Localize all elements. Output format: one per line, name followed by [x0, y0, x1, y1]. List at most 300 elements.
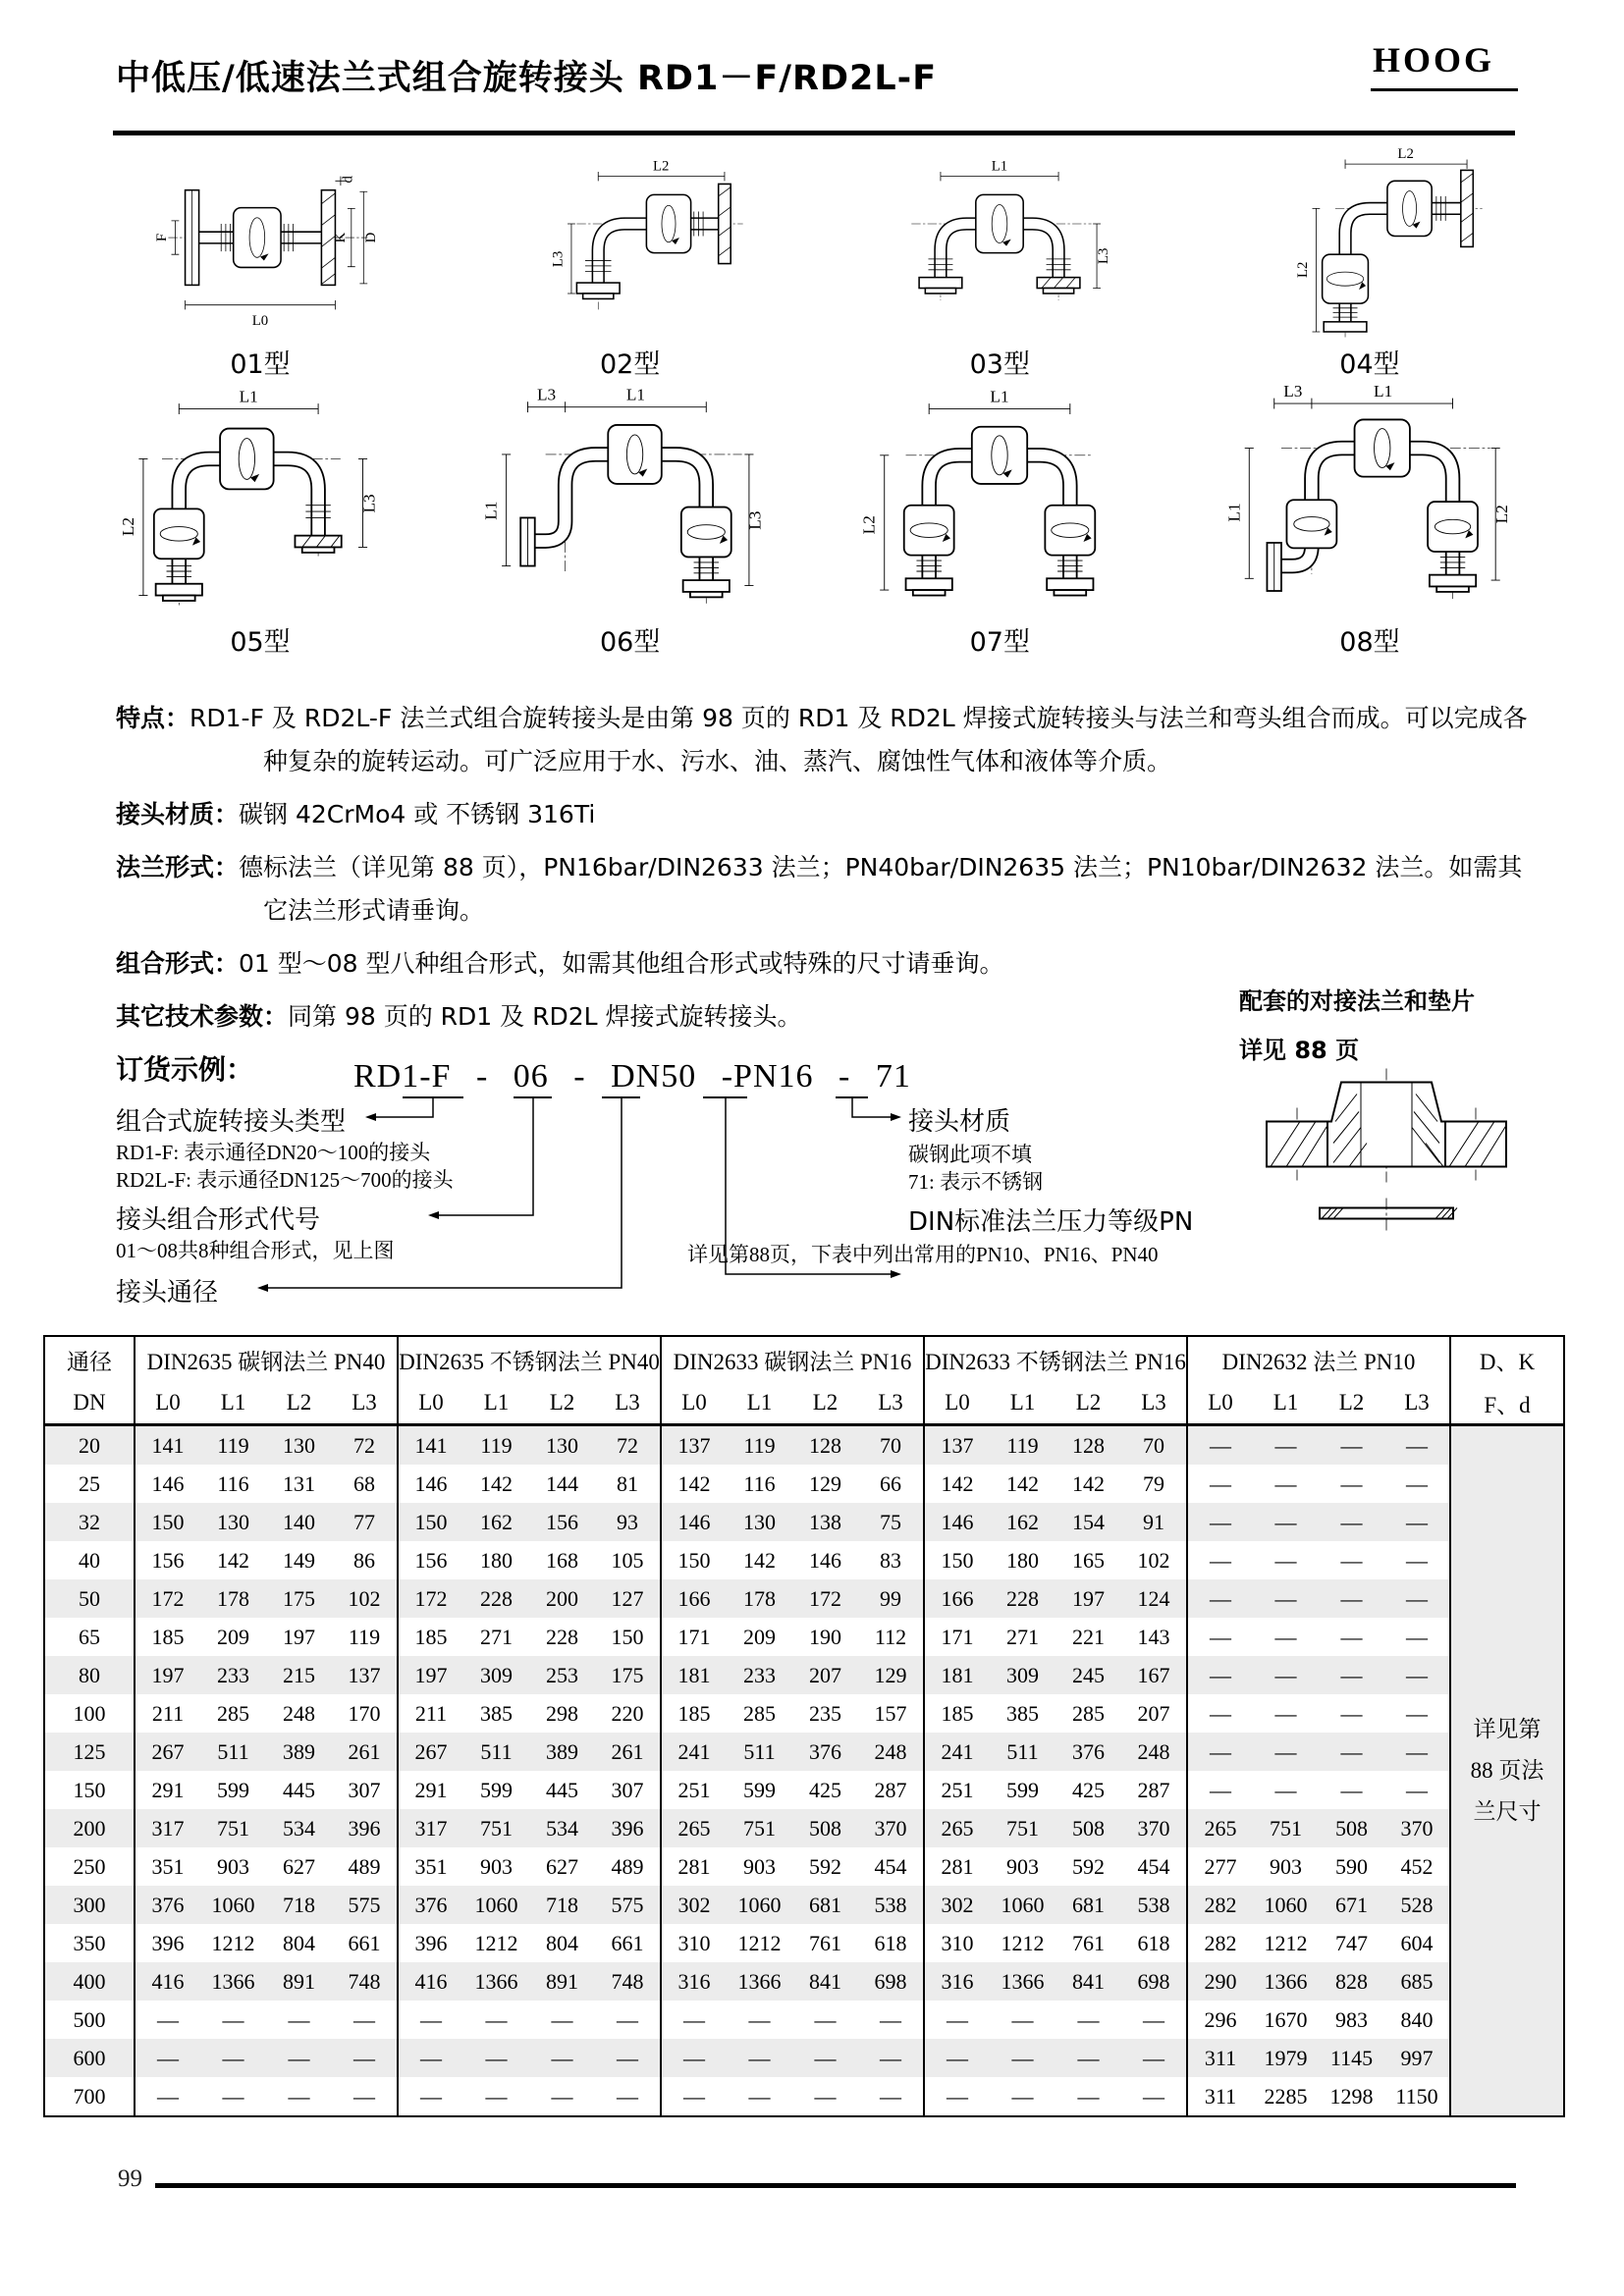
- brand-underline: [1371, 88, 1518, 91]
- dim-cell: 508: [1056, 1809, 1121, 1847]
- dim-cell: 150: [661, 1541, 727, 1579]
- dim-cell: 307: [348, 1777, 381, 1802]
- table-row: [44, 1771, 1564, 1809]
- dim-cell: —: [880, 2006, 901, 2032]
- combo-text: 01 型～08 型八种组合形式，如需其他组合形式或特殊的尺寸请垂询。: [239, 949, 1004, 978]
- dim-cell: 209: [217, 1624, 249, 1649]
- dim-cell: —: [1319, 1503, 1384, 1541]
- dim-cell: 137: [924, 1425, 990, 1466]
- dim-cell: 267: [135, 1733, 200, 1771]
- dim-cell: 228: [546, 1624, 578, 1649]
- dim-cell: 661: [348, 1930, 381, 1955]
- order-example-label: 订货示例：: [116, 1053, 254, 1086]
- dim-label: F: [154, 233, 171, 242]
- dim-cell: 127: [595, 1579, 661, 1618]
- dim-cell: —: [1406, 1777, 1428, 1802]
- callout-stainless: 71: 表示不锈钢: [908, 1170, 1044, 1194]
- dim-cell: —: [1253, 1733, 1319, 1771]
- drawings-row-1: [98, 147, 1532, 381]
- dim-cell: —: [814, 2083, 837, 2109]
- dim-cell: 72: [595, 1425, 661, 1466]
- dim-cell: 681: [1056, 1886, 1121, 1924]
- dim-cell: —: [288, 2006, 310, 2032]
- dim-cell: 66: [880, 1470, 901, 1496]
- dim-cell: —: [1319, 1425, 1384, 1466]
- dim-cell: 511: [463, 1733, 529, 1771]
- dim-cell: 1060: [200, 1886, 266, 1924]
- dim-cell: 761: [1072, 1930, 1105, 1955]
- dim-cell: 170: [348, 1700, 381, 1726]
- table-row: [44, 2039, 1564, 2077]
- dim-cell: 190: [809, 1624, 841, 1649]
- dim-cell: —: [1384, 1656, 1450, 1694]
- dim-cell: 285: [743, 1700, 776, 1726]
- dim-cell: 1060: [463, 1886, 529, 1924]
- dim-cell: 903: [743, 1853, 776, 1879]
- dim-cell: —: [1011, 2083, 1034, 2109]
- dim-cell: 143: [1137, 1624, 1170, 1649]
- dim-cell: 351: [135, 1847, 200, 1886]
- dim-cell: 228: [990, 1579, 1056, 1618]
- col-header-l1: L1: [200, 1382, 266, 1425]
- dim-cell: 261: [332, 1733, 398, 1771]
- dim-cell: 511: [727, 1733, 792, 1771]
- dim-cell: 1366: [200, 1962, 266, 2001]
- dim-cell: 220: [611, 1700, 644, 1726]
- dim-cell: 154: [1056, 1503, 1121, 1541]
- dim-cell: 72: [332, 1425, 398, 1466]
- dim-cell: 599: [480, 1777, 513, 1802]
- dn-cell: 400: [44, 1962, 135, 2001]
- dim-cell: 150: [611, 1624, 644, 1649]
- dim-cell: 804: [546, 1930, 578, 1955]
- dn-cell: 40: [79, 1547, 100, 1573]
- dim-cell: 185: [135, 1618, 200, 1656]
- dim-cell: 281: [661, 1847, 727, 1886]
- dim-cell: 316: [661, 1962, 727, 2001]
- flange-paragraph: [116, 846, 1528, 933]
- dim-cell: —: [485, 2083, 508, 2109]
- dim-cell: 376: [135, 1886, 200, 1924]
- dim-cell: 277: [1187, 1847, 1253, 1886]
- dim-cell: 1298: [1329, 2083, 1374, 2109]
- callout-combo-note: 01～08共8种组合形式，见上图: [116, 1239, 395, 1262]
- dim-cell: 718: [529, 1886, 595, 1924]
- dim-cell: 376: [792, 1733, 858, 1771]
- order-example-code: RD1-F - 06 - DN50 -PN16 - 71: [353, 1058, 911, 1095]
- dim-cell: 376: [1056, 1733, 1121, 1771]
- dim-cell: 211: [135, 1694, 200, 1733]
- combo-label: 组合形式：: [116, 949, 240, 978]
- dim-cell: 627: [283, 1853, 315, 1879]
- col-header-l2: L2: [1319, 1382, 1384, 1425]
- dim-cell: —: [1187, 1656, 1253, 1694]
- dim-cell: —: [398, 2077, 463, 2116]
- dim-cell: 302: [924, 1886, 990, 1924]
- dim-cell: —: [1187, 1541, 1253, 1579]
- figure-caption: 07型: [969, 627, 1030, 658]
- dim-cell: —: [1253, 1425, 1319, 1466]
- dim-cell: —: [222, 2006, 244, 2032]
- dim-cell: 146: [135, 1465, 200, 1503]
- dim-cell: —: [398, 2001, 463, 2039]
- dim-cell: —: [288, 2083, 310, 2109]
- type-06-drawing: [481, 385, 778, 616]
- dim-cell: 142: [480, 1470, 513, 1496]
- dim-cell: —: [1253, 1579, 1319, 1618]
- dim-cell: 291: [135, 1771, 200, 1809]
- dim-cell: —: [200, 2039, 266, 2077]
- figure-caption: 02型: [599, 349, 661, 380]
- dim-cell: 538: [1121, 1886, 1187, 1924]
- table-row: [44, 1541, 1564, 1579]
- dim-cell: 528: [1384, 1886, 1450, 1924]
- brand-logo: HOOG: [1373, 40, 1495, 80]
- col-header-l2: L2: [266, 1382, 332, 1425]
- dim-cell: 302: [661, 1886, 727, 1924]
- material-label: 接头材质：: [116, 800, 240, 828]
- flange-label: 法兰形式：: [116, 853, 240, 881]
- dim-cell: 538: [858, 1886, 924, 1924]
- dim-cell: 178: [727, 1579, 792, 1618]
- dim-label: L1: [481, 501, 501, 520]
- dim-cell: 93: [595, 1503, 661, 1541]
- dim-cell: 228: [463, 1579, 529, 1618]
- dim-cell: 162: [463, 1503, 529, 1541]
- dim-cell: 105: [611, 1547, 644, 1573]
- figure-type-03: [838, 147, 1162, 381]
- dim-cell: 425: [1072, 1777, 1105, 1802]
- table-header-row-2: [44, 1382, 1564, 1425]
- figure-type-06: [468, 385, 792, 659]
- dn-cell: 100: [73, 1700, 106, 1726]
- dim-cell: —: [1319, 1656, 1384, 1694]
- callout-pn-grade: DIN标准法兰压力等级PN: [908, 1207, 1194, 1237]
- dim-label: L3: [359, 494, 379, 513]
- dn-cell: 125: [44, 1733, 135, 1771]
- col-header-dn: DN: [44, 1382, 135, 1425]
- table-row: [44, 1694, 1564, 1733]
- dim-cell: 271: [480, 1624, 513, 1649]
- dim-cell: 370: [1384, 1809, 1450, 1847]
- dim-cell: 141: [398, 1425, 463, 1466]
- table-row: [44, 1924, 1564, 1962]
- callout-material: 接头材质: [908, 1107, 1011, 1137]
- dim-cell: 385: [1006, 1700, 1039, 1726]
- dim-cell: 221: [1072, 1624, 1105, 1649]
- dim-cell: 1979: [1253, 2039, 1319, 2077]
- dim-cell: 165: [1072, 1547, 1105, 1573]
- dim-cell: 351: [398, 1847, 463, 1886]
- dim-label: L1: [1224, 503, 1244, 522]
- dim-cell: 590: [1335, 1853, 1368, 1879]
- col-header-l3: L3: [1384, 1382, 1450, 1425]
- dim-cell: 1212: [211, 1930, 255, 1955]
- dim-cell: 396: [135, 1924, 200, 1962]
- dim-cell: 142: [217, 1547, 249, 1573]
- dim-cell: 748: [332, 1962, 398, 2001]
- dim-cell: —: [661, 2039, 727, 2077]
- dim-cell: 253: [529, 1656, 595, 1694]
- dn-cell: 200: [44, 1809, 135, 1847]
- dim-cell: 233: [200, 1656, 266, 1694]
- dn-cell: 700: [73, 2083, 106, 2109]
- dim-cell: —: [990, 2039, 1056, 2077]
- dim-cell: 1366: [727, 1962, 792, 2001]
- dim-cell: 124: [1121, 1579, 1187, 1618]
- dim-cell: 140: [266, 1503, 332, 1541]
- dim-cell: —: [1384, 1503, 1450, 1541]
- dim-cell: —: [1406, 1624, 1428, 1649]
- dim-cell: 618: [874, 1930, 907, 1955]
- dim-cell: —: [485, 2006, 508, 2032]
- dim-cell: 137: [332, 1656, 398, 1694]
- col-header-l1: L1: [463, 1382, 529, 1425]
- table-row: [44, 2001, 1564, 2039]
- features-paragraph: [116, 697, 1528, 783]
- dn-cell: 500: [73, 2006, 106, 2032]
- dim-cell: 1060: [1253, 1886, 1319, 1924]
- dim-cell: 983: [1335, 2006, 1368, 2032]
- dim-cell: 180: [480, 1547, 513, 1573]
- dim-cell: 215: [266, 1656, 332, 1694]
- dim-cell: 146: [809, 1547, 841, 1573]
- dim-cell: 317: [398, 1809, 463, 1847]
- dim-cell: 454: [874, 1853, 907, 1879]
- dim-cell: 604: [1400, 1930, 1434, 1955]
- dim-cell: —: [1121, 2039, 1187, 2077]
- dim-cell: 142: [1072, 1470, 1105, 1496]
- dim-cell: —: [661, 2001, 727, 2039]
- dim-cell: 172: [398, 1579, 463, 1618]
- dim-cell: 452: [1400, 1853, 1434, 1879]
- col-header-l3: L3: [858, 1382, 924, 1425]
- dn-cell: 32: [44, 1503, 135, 1541]
- dim-cell: 175: [266, 1579, 332, 1618]
- dim-cell: 181: [661, 1656, 727, 1694]
- dim-cell: —: [1187, 1694, 1253, 1733]
- dim-cell: 1212: [474, 1930, 518, 1955]
- dim-cell: 119: [463, 1425, 529, 1466]
- dim-cell: —: [1187, 1503, 1253, 1541]
- dim-cell: 261: [595, 1733, 661, 1771]
- mating-flange-note-line1: 配套的对接法兰和垫片: [1239, 988, 1475, 1015]
- dim-cell: 99: [858, 1579, 924, 1618]
- dim-label: L3: [536, 385, 556, 404]
- dim-cell: 81: [617, 1470, 638, 1496]
- dim-label: L2: [1295, 261, 1312, 279]
- dim-label: L0: [251, 312, 269, 329]
- dim-cell: 70: [858, 1425, 924, 1466]
- dim-cell: 181: [924, 1656, 990, 1694]
- dim-cell: 180: [1006, 1547, 1039, 1573]
- dim-cell: 156: [135, 1541, 200, 1579]
- figure-type-05: [98, 389, 422, 659]
- dim-cell: 627: [546, 1853, 578, 1879]
- dim-cell: —: [1384, 1733, 1450, 1771]
- dim-cell: 102: [1137, 1547, 1170, 1573]
- dim-cell: 370: [858, 1809, 924, 1847]
- dim-cell: 171: [661, 1618, 727, 1656]
- dim-cell: 841: [792, 1962, 858, 2001]
- dim-cell: 841: [1056, 1962, 1121, 2001]
- dim-cell: 131: [283, 1470, 315, 1496]
- dim-cell: 307: [611, 1777, 644, 1802]
- col-header-l0: L0: [661, 1382, 727, 1425]
- table-row: [44, 1503, 1564, 1541]
- dim-cell: 172: [792, 1579, 858, 1618]
- dim-cell: —: [1143, 2006, 1164, 2032]
- dim-cell: 425: [809, 1777, 841, 1802]
- dim-cell: —: [1406, 1470, 1428, 1496]
- dim-cell: —: [1384, 1579, 1450, 1618]
- dim-cell: 748: [595, 1962, 661, 2001]
- callout-pn-note: 详见第88页，下表中列出常用的PN10、PN16、PN40: [687, 1243, 1159, 1266]
- dim-cell: 119: [990, 1425, 1056, 1466]
- dim-cell: 168: [546, 1547, 578, 1573]
- dim-cell: 1145: [1319, 2039, 1384, 2077]
- type-03-drawing: [852, 147, 1147, 339]
- col-header-l0: L0: [924, 1382, 990, 1425]
- dim-cell: 285: [217, 1700, 249, 1726]
- col-header-l2: L2: [1056, 1382, 1121, 1425]
- dim-cell: 296: [1187, 2001, 1253, 2039]
- col-header-l3: L3: [595, 1382, 661, 1425]
- dim-cell: 840: [1400, 2006, 1434, 2032]
- table-row: [44, 1809, 1564, 1847]
- dim-cell: 68: [353, 1470, 375, 1496]
- dim-cell: 389: [266, 1733, 332, 1771]
- dim-cell: 891: [266, 1962, 332, 2001]
- dim-label: L2: [860, 515, 880, 535]
- dim-cell: —: [617, 2083, 638, 2109]
- dim-cell: 389: [529, 1733, 595, 1771]
- dim-cell: —: [222, 2083, 244, 2109]
- dim-cell: —: [1187, 1425, 1253, 1466]
- dim-label: L2: [118, 516, 137, 537]
- dim-cell: —: [858, 2039, 924, 2077]
- col-header-l0: L0: [1187, 1382, 1253, 1425]
- table-row: [44, 1847, 1564, 1886]
- dim-cell: 142: [661, 1465, 727, 1503]
- dim-cell: 91: [1121, 1503, 1187, 1541]
- dim-cell: 178: [200, 1579, 266, 1618]
- dim-cell: 751: [990, 1809, 1056, 1847]
- dim-label: K: [332, 232, 349, 243]
- dim-cell: —: [617, 2006, 638, 2032]
- dim-cell: —: [1253, 1656, 1319, 1694]
- dim-cell: —: [1319, 1579, 1384, 1618]
- dim-cell: 761: [809, 1930, 841, 1955]
- dim-cell: 828: [1319, 1962, 1384, 2001]
- callout-rd2lf-range: RD2L-F: 表示通径DN125～700的接头: [116, 1168, 454, 1192]
- dim-cell: 207: [1137, 1700, 1170, 1726]
- figure-type-08: [1208, 381, 1532, 659]
- dim-cell: 1670: [1264, 2006, 1308, 2032]
- features-text: RD1-F 及 RD2L-F 法兰式组合旋转接头是由第 98 页的 RD1 及 RD2L 焊接式旋转接头与法兰和弯头组合而成。可以完成各种复杂的旋转运动。可广泛应用于水、污水、油、蒸汽、腐蚀性气体和液体等介质。: [189, 704, 1528, 775]
- table-row: [44, 1465, 1564, 1503]
- dim-cell: 311: [1187, 2077, 1253, 2116]
- dim-cell: 157: [874, 1700, 907, 1726]
- col-header-bore: 通径: [67, 1349, 112, 1374]
- dim-cell: 248: [858, 1733, 924, 1771]
- dim-cell: —: [1340, 1547, 1363, 1573]
- dim-cell: 149: [283, 1547, 315, 1573]
- dim-cell: 129: [858, 1656, 924, 1694]
- dim-cell: 396: [595, 1809, 661, 1847]
- col-group-din2635-stainless: DIN2635 不锈钢法兰 PN40: [398, 1336, 661, 1382]
- dim-cell: 130: [727, 1503, 792, 1541]
- dim-cell: 129: [809, 1470, 841, 1496]
- dim-cell: 685: [1384, 1962, 1450, 2001]
- dim-cell: 102: [332, 1579, 398, 1618]
- dim-label: L1: [1374, 381, 1393, 400]
- dim-cell: 311: [1187, 2039, 1253, 2077]
- dim-cell: 166: [924, 1579, 990, 1618]
- dn-cell: 600: [44, 2039, 135, 2077]
- dim-cell: 592: [809, 1853, 841, 1879]
- dim-label: L2: [652, 158, 670, 175]
- dim-cell: —: [1406, 1547, 1428, 1573]
- dim-cell: 751: [727, 1809, 792, 1847]
- dim-cell: 241: [924, 1733, 990, 1771]
- dim-cell: 751: [463, 1809, 529, 1847]
- dim-cell: 891: [529, 1962, 595, 2001]
- dim-cell: —: [748, 2083, 771, 2109]
- dim-cell: 83: [880, 1547, 901, 1573]
- dim-cell: 251: [661, 1771, 727, 1809]
- dim-cell: 698: [858, 1962, 924, 2001]
- callout-joint-type: 组合式旋转接头类型: [116, 1107, 347, 1137]
- dim-cell: 534: [529, 1809, 595, 1847]
- table-header-row-1: [44, 1336, 1564, 1382]
- dim-cell: 804: [283, 1930, 315, 1955]
- dim-cell: 1150: [1395, 2083, 1438, 2109]
- dim-cell: 1366: [1253, 1962, 1319, 2001]
- figure-caption: 01型: [230, 349, 291, 380]
- dim-cell: —: [529, 2039, 595, 2077]
- type-04-drawing: [1222, 147, 1517, 339]
- dim-cell: 489: [348, 1853, 381, 1879]
- dim-cell: —: [332, 2039, 398, 2077]
- features-label: 特点：: [116, 704, 190, 732]
- other-params-label: 其它技术参数：: [116, 1002, 289, 1031]
- dim-cell: 235: [809, 1700, 841, 1726]
- dim-cell: 150: [398, 1503, 463, 1541]
- figure-type-02: [468, 147, 792, 381]
- dim-cell: 1212: [1264, 1930, 1308, 1955]
- dim-cell: —: [1187, 1771, 1253, 1809]
- dim-cell: 396: [398, 1924, 463, 1962]
- dim-cell: 77: [332, 1503, 398, 1541]
- combo-paragraph: [116, 942, 1528, 986]
- dim-cell: 200: [529, 1579, 595, 1618]
- dim-cell: 282: [1187, 1886, 1253, 1924]
- dim-cell: 175: [595, 1656, 661, 1694]
- dim-label: L2: [1397, 145, 1414, 162]
- dim-cell: 166: [661, 1579, 727, 1618]
- dim-cell: 144: [546, 1470, 578, 1496]
- dim-cell: 146: [661, 1503, 727, 1541]
- dim-label: L3: [1096, 247, 1112, 264]
- type-07-drawing: [852, 389, 1147, 616]
- dim-cell: 282: [1187, 1924, 1253, 1962]
- table-row: [44, 1962, 1564, 2001]
- type-02-drawing: [483, 147, 778, 339]
- dim-cell: 508: [1319, 1809, 1384, 1847]
- col-header-l1: L1: [727, 1382, 792, 1425]
- dim-cell: —: [551, 2083, 573, 2109]
